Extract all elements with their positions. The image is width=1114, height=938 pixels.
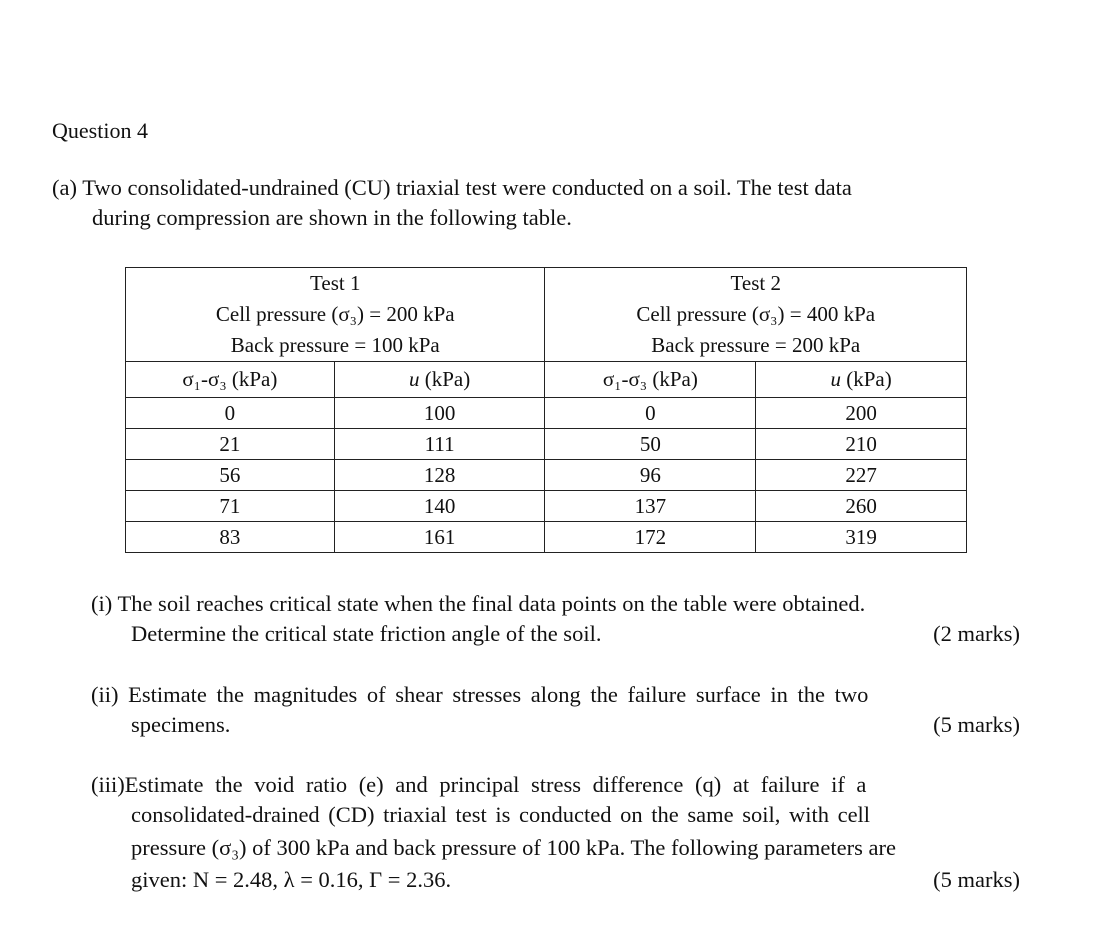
test1-header <box>126 268 545 362</box>
u-symbol: u <box>408 367 420 391</box>
table-row <box>126 398 967 429</box>
table-cell: 21 <box>126 429 335 460</box>
sub-question-i-marks: (2 marks) <box>933 621 1020 646</box>
table-cell: 319 <box>756 522 967 553</box>
table-cell: 71 <box>126 491 335 522</box>
test2-back-pressure: Back pressure = 200 kPa <box>651 333 861 357</box>
u-unit: (kPa) <box>419 367 471 391</box>
sub-question-iii-line-2: consolidated-drained (CD) triaxial test is conducted on the same soil, with cell <box>131 802 871 827</box>
u-unit: (kPa) <box>840 367 892 391</box>
part-a-text-line-1: (a) Two consolidated-undrained (CU) triaxial test were conducted on a soil. The test data <box>52 175 852 200</box>
test1-back-pressure: Back pressure = 100 kPa <box>230 333 440 357</box>
table-cell: 260 <box>756 491 967 522</box>
table-cell: 56 <box>126 460 335 491</box>
test2-cell-pressure: Cell pressure (σ₃) = 400 kPa <box>636 302 876 326</box>
sub-question-i-line-1: (i) The soil reaches critical state when the final data points on the table were obtained. <box>91 591 866 616</box>
sub-question-ii-marks: (5 marks) <box>933 712 1020 737</box>
table-row <box>126 491 967 522</box>
table-cell: 96 <box>545 460 756 491</box>
table-cell: 140 <box>334 491 545 522</box>
table-cell: 0 <box>126 398 335 429</box>
table-row <box>126 429 967 460</box>
sub-question-iii-line-1: (iii)Estimate the void ratio (e) and principal stress difference (q) at failure if a <box>91 772 867 797</box>
sub-question-i-line-2: Determine the critical state friction angle of the soil. <box>131 621 602 646</box>
sub-question-iii-line-3: pressure (σ₃) of 300 kPa and back pressure of 100 kPa. The following parameters are <box>131 835 896 860</box>
test2-header <box>545 268 967 362</box>
table-cell: 111 <box>334 429 545 460</box>
table-cell: 161 <box>334 522 545 553</box>
test1-col-pore-pressure <box>334 362 545 398</box>
test2-col-deviator: σ₁-σ₃ (kPa) <box>545 362 756 398</box>
test2-col-pore-pressure <box>756 362 967 398</box>
sub-question-ii-line-2: specimens. <box>131 712 231 737</box>
table-row <box>126 460 967 491</box>
test1-col-deviator: σ₁-σ₃ (kPa) <box>126 362 335 398</box>
table-cell: 128 <box>334 460 545 491</box>
question-title: Question 4 <box>52 118 148 143</box>
test1-title: Test 1 <box>310 271 361 295</box>
table-cell: 0 <box>545 398 756 429</box>
table-cell: 83 <box>126 522 335 553</box>
part-a-text-line-2: during compression are shown in the following table. <box>92 205 572 230</box>
table-cell: 210 <box>756 429 967 460</box>
test1-cell-pressure: Cell pressure (σ₃) = 200 kPa <box>215 302 455 326</box>
table-cell: 100 <box>334 398 545 429</box>
test-data-table <box>125 267 967 553</box>
sub-question-iii-line-4: given: N = 2.48, λ = 0.16, Γ = 2.36. <box>131 867 452 892</box>
table-cell: 200 <box>756 398 967 429</box>
test2-title: Test 2 <box>730 271 781 295</box>
table-cell: 227 <box>756 460 967 491</box>
u-symbol: u <box>830 367 841 391</box>
sub-question-iii-marks: (5 marks) <box>933 867 1020 892</box>
table-cell: 137 <box>545 491 756 522</box>
sub-question-ii-line-1: (ii) Estimate the magnitudes of shear stresses along the failure surface in the two <box>91 682 869 707</box>
table-cell: 172 <box>545 522 756 553</box>
table-row <box>126 522 967 553</box>
table-cell: 50 <box>545 429 756 460</box>
